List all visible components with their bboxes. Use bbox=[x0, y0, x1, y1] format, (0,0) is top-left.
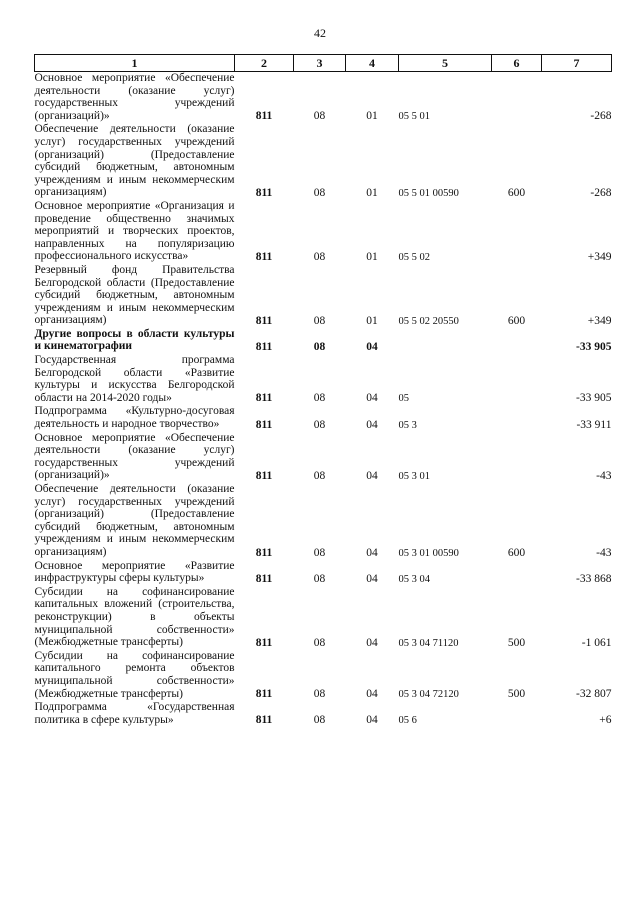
row-expense-type bbox=[492, 701, 542, 727]
row-target-code: 05 3 bbox=[398, 419, 417, 431]
row-gov-code: 811 bbox=[255, 546, 273, 559]
row-section: 08 bbox=[313, 110, 326, 123]
row-expense-type: 600 bbox=[507, 546, 526, 559]
row-gov-code: 811 bbox=[255, 470, 273, 482]
row-subsection: 01 bbox=[366, 110, 378, 123]
row-target-code: 05 6 bbox=[398, 715, 417, 727]
row-expense-type: 600 bbox=[507, 314, 526, 327]
table-row bbox=[35, 432, 612, 483]
row-target-code: 05 5 01 bbox=[398, 111, 430, 123]
page-number: 42 bbox=[314, 26, 326, 40]
row-gov-code: 811 bbox=[255, 250, 273, 263]
row-expense-type: 500 bbox=[507, 636, 526, 649]
table-row bbox=[35, 405, 612, 431]
row-subsection: 04 bbox=[366, 418, 378, 431]
row-sum: -33 905 bbox=[576, 392, 612, 405]
row-section: 08 bbox=[313, 688, 326, 701]
row-subsection: 04 bbox=[366, 688, 378, 701]
row-expense-type bbox=[492, 405, 542, 431]
row-subsection: 01 bbox=[366, 250, 378, 263]
row-gov-code: 811 bbox=[255, 714, 273, 727]
row-subsection: 01 bbox=[366, 186, 378, 199]
row-subsection: 04 bbox=[366, 636, 378, 649]
row-subsection: 04 bbox=[366, 714, 378, 727]
row-expense-type bbox=[492, 200, 542, 264]
row-name: Основное мероприятие «Обеспечение деятельности (оказание услуг) государственных учреждений (организаций)» bbox=[34, 431, 235, 482]
row-name: Резервный фонд Правительства Белгородской области (Предоставление субсидий бюджетным, автономным учреждениям и иным некоммерческим организациям) bbox=[34, 263, 235, 327]
table-row bbox=[35, 354, 612, 405]
row-name: Основное мероприятие «Организация и проведение общественно значимых мероприятий и творческих проектов, направленных на популяризацию профессионального искусства» bbox=[34, 199, 235, 263]
row-target-code: 05 3 04 72120 bbox=[398, 689, 459, 701]
row-section: 08 bbox=[313, 418, 326, 431]
row-expense-type: 600 bbox=[507, 186, 526, 199]
row-gov-code: 811 bbox=[255, 688, 273, 701]
row-gov-code: 811 bbox=[255, 341, 273, 354]
row-name: Обеспечение деятельности (оказание услуг) государственных учреждений (организаций) (Предоставление субсидий бюджетным, автономным учреждениям и иным некоммерческим организациям) bbox=[34, 123, 235, 199]
header-row bbox=[35, 55, 612, 72]
row-sum: -43 bbox=[596, 546, 612, 559]
table-row bbox=[35, 560, 612, 586]
table-row bbox=[35, 264, 612, 328]
row-target-code: 05 3 01 bbox=[398, 471, 430, 482]
row-expense-type bbox=[492, 354, 542, 405]
row-name: Субсидии на софинансирование капитального ремонта объектов муниципальной собственности» (Межбюджетные трансферты) bbox=[34, 649, 235, 700]
row-sum: +349 bbox=[587, 314, 612, 327]
row-name: Основное мероприятие «Развитие инфраструктуры сферы культуры» bbox=[34, 559, 235, 585]
row-name: Государственная программа Белгородской области «Развитие культуры и искусства Белгородской области на 2014-2020 годы» bbox=[34, 354, 235, 404]
row-sum: -268 bbox=[590, 186, 612, 199]
table-row bbox=[35, 72, 612, 124]
row-expense-type bbox=[492, 72, 542, 124]
col-header-1: 1 bbox=[35, 55, 235, 72]
row-gov-code: 811 bbox=[255, 110, 273, 123]
row-section: 08 bbox=[313, 341, 326, 354]
row-subsection: 04 bbox=[366, 546, 378, 559]
col-header-3: 3 bbox=[294, 55, 346, 72]
row-target-code: 05 5 02 bbox=[398, 251, 430, 263]
row-expense-type bbox=[492, 432, 542, 483]
row-target-code: 05 3 01 00590 bbox=[398, 547, 459, 559]
row-subsection: 04 bbox=[366, 470, 378, 482]
table-row bbox=[35, 328, 612, 354]
col-header-5: 5 bbox=[399, 55, 492, 72]
row-sum: -33 868 bbox=[576, 572, 612, 585]
row-sum: -268 bbox=[590, 110, 612, 123]
row-name: Подпрограмма «Государственная политика в сфере культуры» bbox=[34, 701, 235, 726]
row-sum: -43 bbox=[596, 470, 612, 482]
row-expense-type bbox=[492, 328, 542, 354]
table-row bbox=[35, 701, 612, 727]
row-section: 08 bbox=[313, 470, 326, 482]
row-name: Другие вопросы в области культуры и кинематографии bbox=[34, 327, 235, 353]
row-target-code: 05 3 04 bbox=[398, 573, 430, 585]
col-header-4: 4 bbox=[346, 55, 399, 72]
budget-table bbox=[34, 54, 612, 727]
row-subsection: 01 bbox=[366, 314, 378, 327]
row-gov-code: 811 bbox=[255, 314, 273, 327]
row-target-code: 05 5 02 20550 bbox=[398, 315, 459, 327]
row-subsection: 04 bbox=[366, 572, 378, 585]
row-section: 08 bbox=[313, 636, 326, 649]
row-section: 08 bbox=[313, 250, 326, 263]
table-row bbox=[35, 483, 612, 560]
row-name: Субсидии на софинансирование капитальных вложений (строительства, реконструкции) в объекты муниципальной собственности» (Межбюджетные трансферты) bbox=[34, 585, 235, 649]
row-gov-code: 811 bbox=[255, 636, 273, 649]
row-target-code: 05 5 01 00590 bbox=[398, 187, 459, 199]
row-name: Основное мероприятие «Обеспечение деятельности (оказание услуг) государственных учреждений (организаций)» bbox=[34, 72, 235, 122]
row-gov-code: 811 bbox=[255, 392, 273, 405]
row-gov-code: 811 bbox=[255, 418, 273, 431]
table-row bbox=[35, 200, 612, 264]
row-subsection: 04 bbox=[366, 392, 378, 405]
row-subsection: 04 bbox=[366, 341, 378, 354]
row-section: 08 bbox=[313, 314, 326, 327]
row-target-code bbox=[399, 328, 492, 354]
row-section: 08 bbox=[313, 572, 326, 585]
row-expense-type: 500 bbox=[507, 688, 526, 701]
row-sum: -33 905 bbox=[576, 341, 612, 354]
row-gov-code: 811 bbox=[255, 186, 273, 199]
row-section: 08 bbox=[313, 714, 326, 727]
row-sum: -1 061 bbox=[581, 636, 612, 649]
col-header-7: 7 bbox=[542, 55, 612, 72]
row-sum: -33 911 bbox=[576, 418, 612, 431]
row-name: Подпрограмма «Культурно-досуговая деятельность и народное творчество» bbox=[34, 405, 235, 431]
row-target-code: 05 bbox=[398, 393, 409, 405]
row-target-code: 05 3 04 71120 bbox=[398, 637, 459, 649]
row-gov-code: 811 bbox=[255, 572, 273, 585]
row-sum: +349 bbox=[587, 250, 612, 263]
col-header-2: 2 bbox=[235, 55, 294, 72]
row-expense-type bbox=[492, 560, 542, 586]
row-section: 08 bbox=[313, 546, 326, 559]
table-row bbox=[35, 650, 612, 701]
table-row bbox=[35, 586, 612, 650]
row-name: Обеспечение деятельности (оказание услуг) государственных учреждений (организаций) (Предоставление субсидий бюджетным, автономным учреждениям и иным некоммерческим организациям) bbox=[34, 483, 235, 558]
table-row bbox=[35, 123, 612, 200]
col-header-6: 6 bbox=[492, 55, 542, 72]
row-sum: +6 bbox=[599, 714, 612, 727]
row-section: 08 bbox=[313, 392, 326, 405]
row-sum: -32 807 bbox=[576, 688, 612, 701]
row-section: 08 bbox=[313, 186, 326, 199]
